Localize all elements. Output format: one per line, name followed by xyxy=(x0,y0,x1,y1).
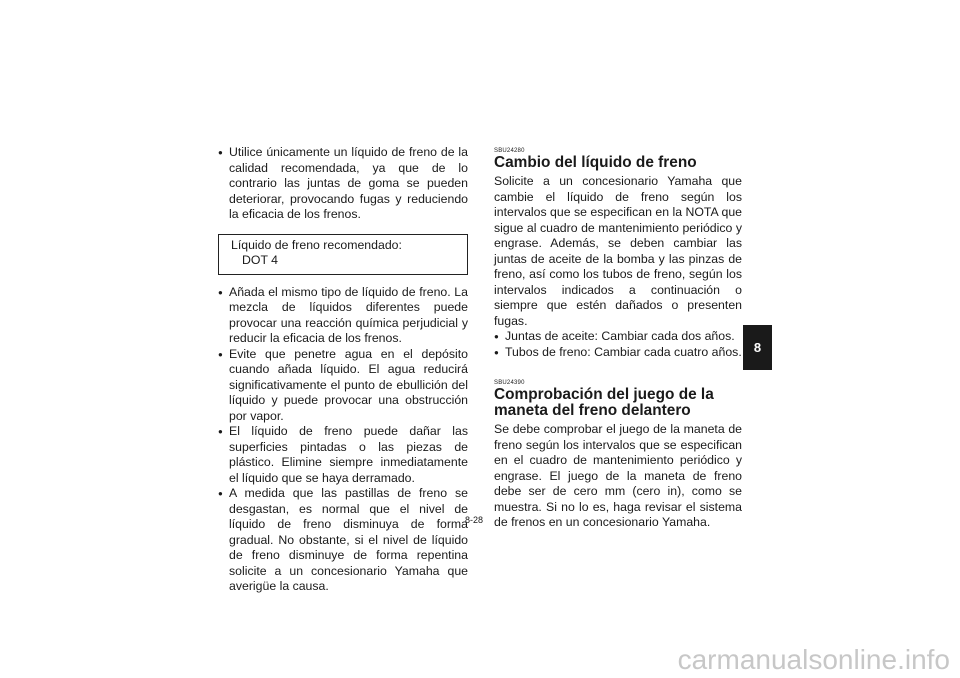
watermark: carmanualsonline.info xyxy=(677,644,950,675)
list-item: ● Añada el mismo tipo de líquido de freno. La mezcla de líquidos diferentes puede provocar una reacción química perjudicial y reducir la eficacia de los frenos. xyxy=(218,284,468,345)
section-paragraph: Solicite a un concesionario Yamaha que cambie el líquido de freno según los intervalos que se especifican en la NOTA que sigue al cuadro de mantenimiento periódico y engrase. Además, se deben cambiar las juntas de aceite de la bomba y las pinzas de freno, así como los tubos de freno, según los intervalos indicados a continuación o siempre que estén dañados o presenten fugas. xyxy=(494,174,742,328)
right-column xyxy=(494,148,742,531)
chapter-tab: 8 xyxy=(743,325,772,370)
bullet-icon: ● xyxy=(494,347,499,357)
section-brake-lever-check xyxy=(494,380,742,531)
section-paragraph: Se debe comprobar el juego de la maneta de freno según los intervalos que se especifican en el cuadro de mantenimiento periódico y engrase. El juego de la maneta de freno debe ser de cero mm (cero in), como se muestra. Si no lo es, haga revisar el sistema de frenos en un concesionario Yamaha. xyxy=(494,422,742,529)
list-item: ● Evite que penetre agua en el depósito cuando añada líquido. El agua reducirá significativamente el punto de ebullición del líquido y puede provocar una obstrucción por vapor. xyxy=(218,346,468,423)
spec-value: DOT 4 xyxy=(242,253,278,267)
section-code: SBU24280 xyxy=(494,148,525,154)
section-brake-fluid-change xyxy=(494,148,742,360)
bullet-icon: ● xyxy=(218,148,223,157)
list-item: ● A medida que las pastillas de freno se desgastan, es normal que el nivel de líquido de freno disminuya de forma gradual. No obstante, si el nivel de líquido de freno disminuye de forma repentina solicite a un concesionario Yamaha que averigüe la causa. xyxy=(218,486,468,593)
bullet-icon: ● xyxy=(218,489,223,498)
section-code: SBU24390 xyxy=(494,380,525,386)
list-item: ● Utilice únicamente un líquido de freno de la calidad recomendada, ya que de lo contrario las juntas de goma se pueden deteriorar, provocando fugas y reduciendo la eficacia de los frenos. xyxy=(218,145,468,221)
spec-label: Líquido de freno recomendado: xyxy=(231,237,402,252)
left-column xyxy=(218,145,468,595)
spec-box xyxy=(218,234,468,275)
bullet-icon: ● xyxy=(218,427,223,436)
list-item: ● El líquido de freno puede dañar las superficies pintadas o las piezas de plástico. Elimine siempre inmediatamente el líquido que se haya derramado. xyxy=(218,424,468,485)
list-item: ● Juntas de aceite: Cambiar cada dos años. xyxy=(494,329,735,343)
bullet-icon: ● xyxy=(218,349,223,359)
list-item: ● Tubos de freno: Cambiar cada cuatro años. xyxy=(494,344,742,359)
bullet-icon: ● xyxy=(218,287,223,297)
section-title: Comprobación del juego de la maneta del freno delantero xyxy=(494,386,714,419)
bullet-icon: ● xyxy=(494,332,499,341)
section-title: Cambio del líquido de freno xyxy=(494,154,697,171)
page-number: 8-28 xyxy=(465,515,484,525)
